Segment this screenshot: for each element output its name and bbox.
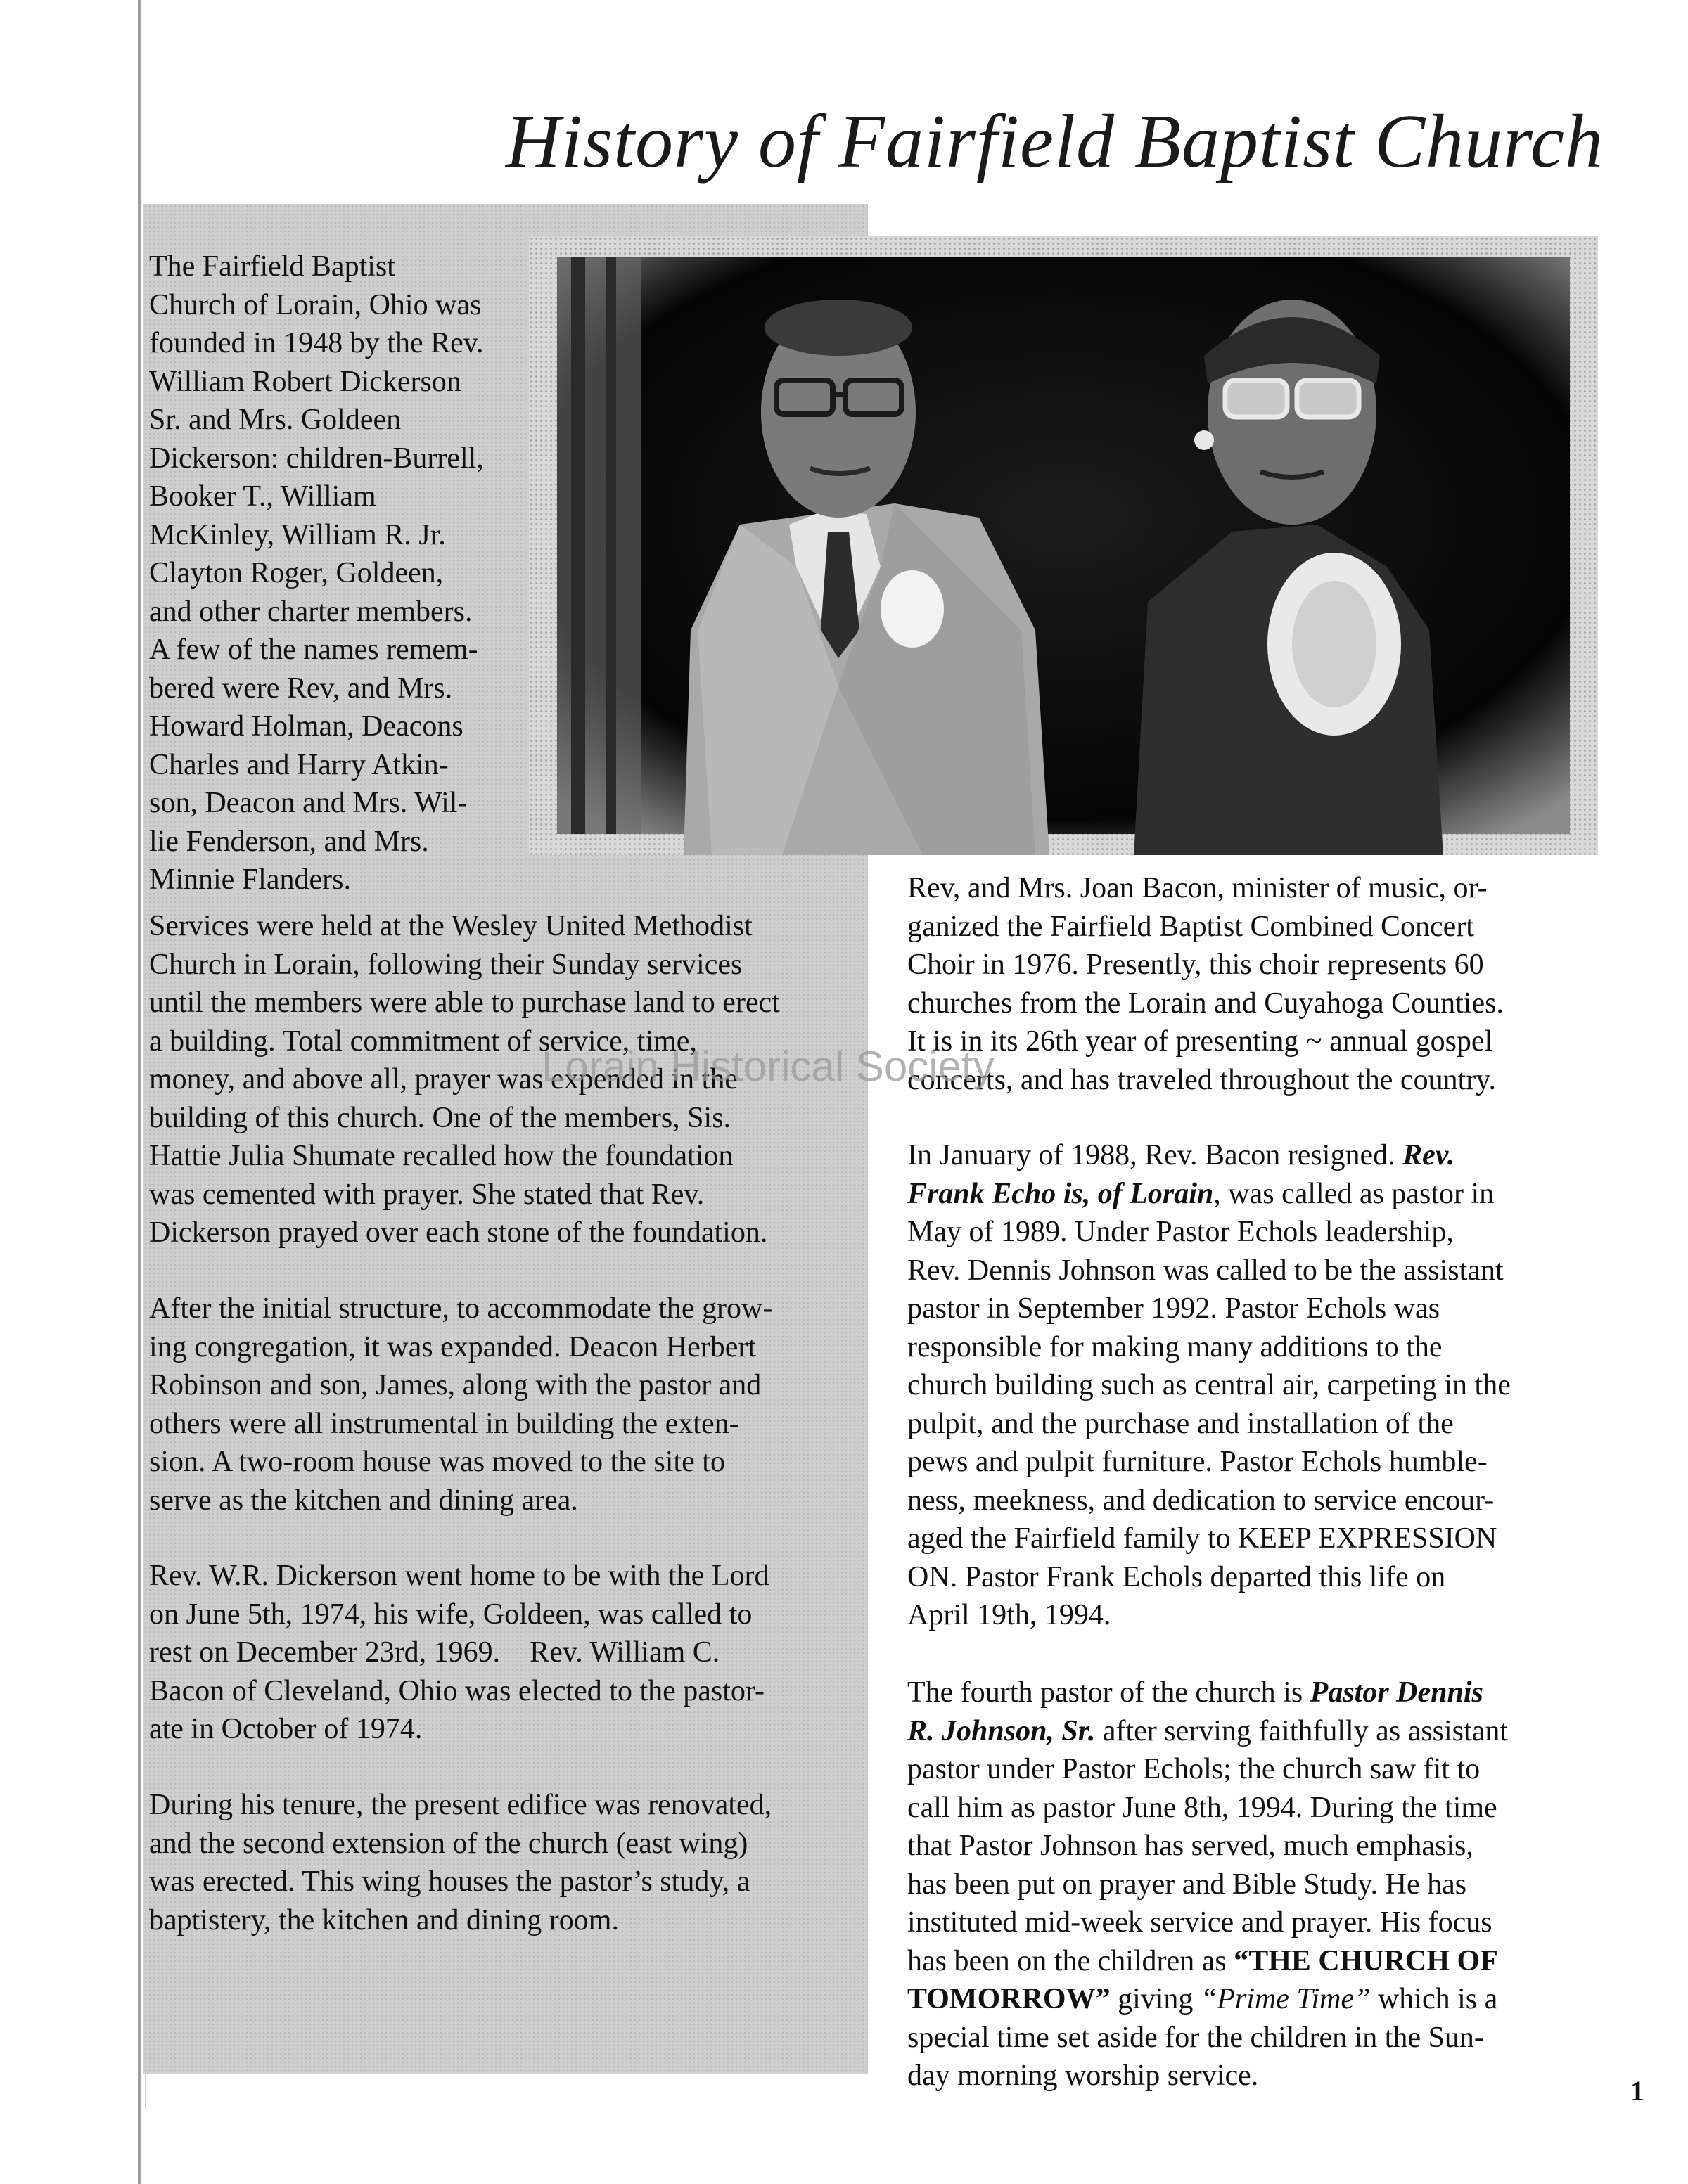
emphasis-text: Rev. bbox=[1402, 1139, 1455, 1171]
text-line: call him as pastor June 8th, 1994. During the time bbox=[907, 1791, 1497, 1824]
text-line: After the initial structure, to accommodate the grow- bbox=[149, 1292, 773, 1325]
text-line: ON. Pastor Frank Echols departed this life on bbox=[907, 1560, 1446, 1593]
text-line: instituted mid-week service and prayer. His focus bbox=[907, 1906, 1492, 1939]
text-line: lie Fenderson, and Mrs. bbox=[149, 825, 429, 858]
text-line: Church in Lorain, following their Sunday services bbox=[149, 948, 743, 981]
text-run: after serving faithfully as assistant bbox=[1095, 1714, 1508, 1747]
text-line: McKinley, William R. Jr. bbox=[149, 518, 446, 551]
text-line: son, Deacon and Mrs. Wil- bbox=[149, 787, 468, 819]
text-line: baptistery, the kitchen and dining room. bbox=[149, 1903, 619, 1936]
text-line bbox=[907, 1712, 1597, 1751]
emphasis-text: Pastor Dennis bbox=[1310, 1676, 1483, 1709]
text-line bbox=[907, 1175, 1597, 1214]
text-line: serve as the kitchen and dining area. bbox=[149, 1484, 578, 1517]
couple-photograph bbox=[529, 236, 1598, 855]
text-line: on June 5th, 1974, his wife, Goldeen, was called to bbox=[149, 1598, 753, 1631]
text-line: Rev, and Mrs. Joan Bacon, minister of music, or- bbox=[907, 872, 1488, 904]
text-line: Dickerson: children-Burrell, bbox=[149, 442, 484, 475]
text-run: giving bbox=[1110, 1983, 1201, 2015]
text-line: concerts, and has traveled throughout the country. bbox=[907, 1063, 1497, 1096]
bold-text: TOMORROW” bbox=[907, 1983, 1111, 2015]
text-line: responsible for making many additions to the bbox=[907, 1330, 1443, 1363]
text-line: Bacon of Cleveland, Ohio was elected to the pastor- bbox=[149, 1674, 765, 1707]
text-line bbox=[907, 1980, 1597, 2019]
text-line: until the members were able to purchase land to erect bbox=[149, 987, 780, 1019]
text-line: It is in its 26th year of presenting ~ annual gospel bbox=[907, 1025, 1493, 1058]
text-line: April 19th, 1994. bbox=[907, 1599, 1111, 1631]
text-line: has been put on prayer and Bible Study. He has bbox=[907, 1868, 1467, 1901]
text-run: which is a bbox=[1370, 1983, 1498, 2015]
text-line: churches from the Lorain and Cuyahoga Counties. bbox=[907, 987, 1504, 1020]
text-line: money, and above all, prayer was expended in the bbox=[149, 1063, 738, 1096]
text-line: Booker T., William bbox=[149, 480, 376, 513]
text-line: church building such as central air, carpeting in the bbox=[907, 1369, 1511, 1401]
text-line bbox=[907, 1136, 1597, 1175]
text-line: others were all instrumental in building the exten- bbox=[149, 1407, 739, 1440]
text-line: ganized the Fairfield Baptist Combined Concert bbox=[907, 910, 1474, 943]
text-line: Dickerson prayed over each stone of the foundation. bbox=[149, 1216, 768, 1249]
text-line: building of this church. One of the members, Sis. bbox=[149, 1101, 731, 1134]
watermark: Lorain Historical Society bbox=[542, 1043, 995, 1090]
text-line: day morning worship service. bbox=[907, 2060, 1259, 2092]
text-line: The Fairfield Baptist bbox=[149, 250, 395, 283]
text-line: Sr. and Mrs. Goldeen bbox=[149, 404, 402, 436]
left-paragraph-tenure bbox=[149, 1786, 852, 1939]
text-line: pastor under Pastor Echols; the church saw fit to bbox=[907, 1753, 1481, 1785]
text-line: that Pastor Johnson has served, much emphasis, bbox=[907, 1830, 1473, 1862]
text-run: In January of 1988, Rev. Bacon resigned. bbox=[907, 1139, 1403, 1171]
text-line: was cemented with prayer. She stated that Rev. bbox=[149, 1178, 705, 1211]
text-line: Church of Lorain, Ohio was bbox=[149, 288, 482, 321]
bold-text: “THE CHURCH OF bbox=[1234, 1944, 1498, 1977]
text-run: has been on the children as bbox=[907, 1944, 1234, 1977]
page-number: 1 bbox=[1630, 2075, 1644, 2107]
text-line: ing congregation, it was expanded. Deacon Herbert bbox=[149, 1330, 757, 1363]
text-line: was erected. This wing houses the pastor’s study, a bbox=[149, 1865, 750, 1898]
text-line: Rev. W.R. Dickerson went home to be with the Lord bbox=[149, 1560, 769, 1592]
emphasis-text: R. Johnson, Sr. bbox=[907, 1714, 1096, 1747]
text-line: special time set aside for the children in the Sun- bbox=[907, 2021, 1484, 2054]
text-line: a building. Total commitment of service, time, bbox=[149, 1024, 697, 1058]
text-line: aged the Fairfield family to KEEP EXPRESSION bbox=[907, 1522, 1497, 1555]
text-line bbox=[907, 1674, 1597, 1712]
text-line: ate in October of 1974. bbox=[149, 1713, 423, 1745]
text-line: During his tenure, the present edifice was renovated, bbox=[149, 1789, 772, 1821]
text-run: The fourth pastor of the church is bbox=[907, 1676, 1310, 1709]
right-paragraph-choir bbox=[907, 869, 1597, 1099]
text-line: Rev. Dennis Johnson was called to be the assistant bbox=[907, 1254, 1504, 1287]
text-line: Minnie Flanders. bbox=[149, 863, 351, 896]
text-line: pastor in September 1992. Pastor Echols was bbox=[907, 1292, 1440, 1325]
text-line: Choir in 1976. Presently, this choir represents 60 bbox=[907, 949, 1484, 981]
text-line: founded in 1948 by the Rev. bbox=[149, 327, 484, 359]
binding-edge bbox=[138, 0, 141, 2184]
text-line: and the second extension of the church (east wing) bbox=[149, 1827, 748, 1860]
text-line: William Robert Dickerson bbox=[149, 365, 461, 398]
text-line: Howard Holman, Deacons bbox=[149, 710, 463, 743]
emphasis-text: Frank Echo is, of Lorain bbox=[907, 1177, 1214, 1210]
text-line: Hattie Julia Shumate recalled how the foundation bbox=[149, 1140, 734, 1172]
intro-paragraph bbox=[149, 248, 532, 899]
page-title: History of Fairfield Baptist Church bbox=[506, 100, 1604, 184]
text-line: rest on December 23rd, 1969. Rev. William C. bbox=[149, 1636, 720, 1669]
italic-text: “Prime Time” bbox=[1200, 1983, 1371, 2015]
text-line: Charles and Harry Atkin- bbox=[149, 748, 449, 781]
text-line: Clayton Roger, Goldeen, bbox=[149, 557, 444, 589]
text-line: A few of the names remem- bbox=[149, 634, 478, 666]
text-line: pews and pulpit furniture. Pastor Echols humble- bbox=[907, 1446, 1488, 1478]
text-line bbox=[907, 1942, 1597, 1981]
text-line: Services were held at the Wesley United Methodist bbox=[149, 910, 753, 942]
text-line: Robinson and son, James, along with the pastor and bbox=[149, 1369, 762, 1401]
text-line: and other charter members. bbox=[149, 595, 473, 628]
photo-illustration bbox=[529, 236, 1598, 855]
right-paragraph-johnson bbox=[907, 1674, 1597, 2095]
text-line: bered were Rev, and Mrs. bbox=[149, 672, 453, 705]
text-line: May of 1989. Under Pastor Echols leadership, bbox=[907, 1216, 1454, 1248]
text-line: ness, meekness, and dedication to service encour- bbox=[907, 1484, 1495, 1517]
text-line: sion. A two-room house was moved to the site to bbox=[149, 1446, 725, 1478]
text-run: , was called as pastor in bbox=[1213, 1177, 1495, 1210]
text-line: pulpit, and the purchase and installation of the bbox=[907, 1407, 1454, 1440]
right-paragraph-echols bbox=[907, 1136, 1597, 1635]
left-paragraph-dickerson bbox=[149, 1557, 852, 1749]
left-paragraph-expansion bbox=[149, 1290, 852, 1520]
